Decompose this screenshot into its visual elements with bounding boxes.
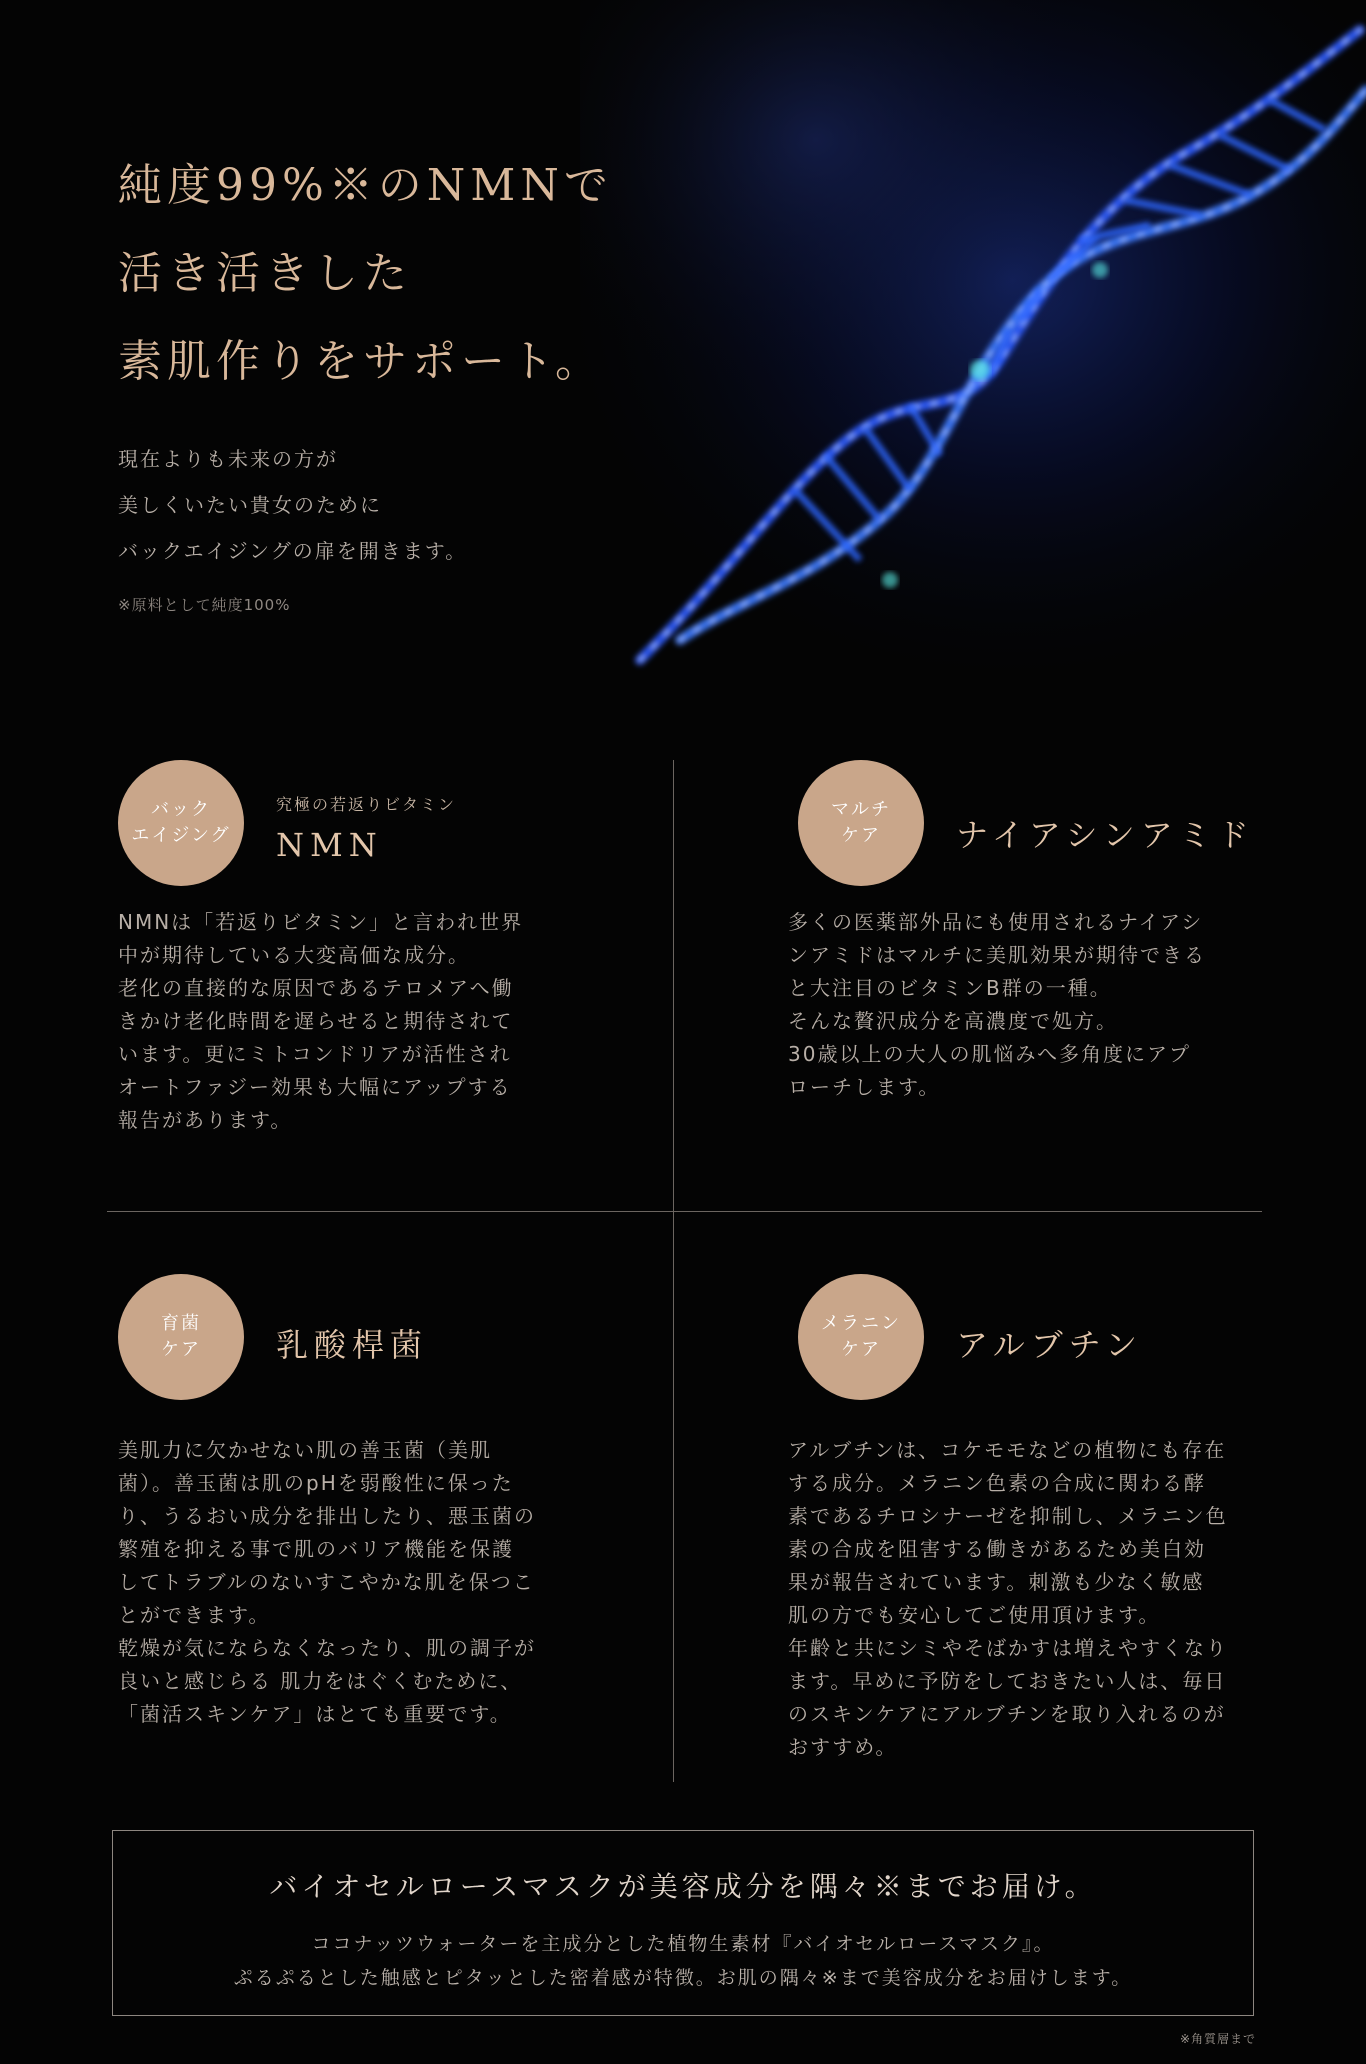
description-line: 菌）。善玉菌は肌のpHを弱酸性に保った [118,1471,514,1495]
headline-line: 純度99%※のNMNで [118,160,613,211]
hero-note: ※原料として純度100% [118,596,291,614]
badge-line: ケア [841,825,881,846]
description-line: ンアミドはマルチに美肌効果が期待できる [788,943,1206,967]
subtext-line: 現在よりも未来の方が [118,447,338,471]
feature-nmn [118,760,598,1180]
description-line: 報告があります。 [118,1108,293,1132]
badge-line: 育菌 [161,1313,201,1334]
description-line: NMNは「若返りビタミン」と言われ世界 [118,910,524,934]
description-line: 良いと感じらる 肌力をはぐくむために、 [118,1669,523,1693]
box-footnote: ※角質層まで [1179,2032,1256,2046]
description-line: 素であるチロシナーゼを抑制し、メラニン色 [788,1504,1228,1528]
description-line: 繁殖を抑える事で肌のバリア機能を保護 [118,1537,514,1561]
hero-subtext [118,436,578,574]
description-line: きかけ老化時間を遅らせると期待されて [118,1009,514,1033]
grid-divider-horizontal [107,1211,1262,1212]
feature-name: ナイアシンアミド [956,816,1255,854]
description-line: オートファジー効果も大幅にアップする [118,1075,512,1099]
description-line: り、うるおい成分を排出したり、悪玉菌の [118,1504,536,1528]
feature-description [118,1434,558,1731]
feature-lactobacillus [118,1274,598,1754]
grid-divider-vertical [673,760,674,1782]
feature-description [788,1434,1228,1764]
badge-line: エイジング [131,825,231,846]
feature-niacinamide [788,760,1268,1180]
hero-headline [118,142,678,406]
feature-name: 乳酸桿菌 [276,1326,429,1364]
box-title: バイオセルロースマスクが美容成分を隅々※までお届け。 [269,1870,1097,1903]
subtext-line: 美しくいたい貴女のために [118,493,382,517]
description-line: 30歳以上の大人の肌悩みへ多角度にアプ [788,1042,1192,1066]
feature-description [788,906,1228,1104]
feature-badge [118,1274,244,1400]
description-line: とができます。 [118,1603,271,1627]
box-text [113,1927,1253,1995]
badge-line: メラニン [821,1313,901,1334]
description-line: のスキンケアにアルブチンを取り入れるのが [788,1702,1226,1726]
description-line: ます。早めに予防をしておきたい人は、毎日 [788,1669,1227,1693]
description-line: 美肌力に欠かせない肌の善玉菌（美肌 [118,1438,492,1462]
badge-line: マルチ [831,799,891,820]
dna-helix-image [580,0,1366,700]
feature-badge [118,760,244,886]
description-line: 年齢と共にシミやそばかすは増えやすくなり [788,1636,1228,1660]
badge-line: バック [150,799,211,820]
feature-description [118,906,558,1137]
feature-badge [798,1274,924,1400]
description-line: アルブチンは、コケモモなどの植物にも存在 [788,1438,1227,1462]
headline-line: 活き活きした [118,248,412,299]
badge-line: ケア [161,1339,201,1360]
description-line: する成分。メラニン色素の合成に関わる酵 [788,1471,1206,1495]
feature-name: アルブチン [956,1326,1144,1364]
feature-arbutin [788,1274,1268,1774]
subtext-line: バックエイジングの扉を開きます。 [118,539,468,563]
description-line: してトラブルのないすこやかな肌を保つこ [118,1570,535,1594]
description-line: 肌の方でも安心してご使用頂けます。 [788,1603,1161,1627]
description-line: 老化の直接的な原因であるテロメアへ働 [118,976,514,1000]
description-line: おすすめ。 [788,1735,898,1759]
description-line: 「菌活スキンケア」はとても重要です。 [118,1702,512,1726]
description-line: と大注目のビタミンB群の一種。 [788,976,1112,1000]
description-line: そんな贅沢成分を高濃度で処方。 [788,1009,1118,1033]
description-line: ローチします。 [788,1075,941,1099]
bio-cellulose-mask-box [112,1830,1254,2016]
description-line: 中が期待している大変高価な成分。 [118,943,470,967]
description-line: 乾燥が気にならなくなったり、肌の調子が [118,1636,536,1660]
hero-section [0,0,1366,700]
description-line: います。更にミトコンドリアが活性され [118,1042,512,1066]
headline-line: 素肌作りをサポート。 [118,336,605,387]
feature-name: NMN [276,826,383,864]
box-text-line: ぷるぷるとした触感とピタッとした密着感が特徴。お肌の隅々※まで美容成分をお届けします。 [233,1967,1133,1989]
description-line: 素の合成を阻害する働きがあるため美白効 [788,1537,1206,1561]
feature-badge [798,760,924,886]
badge-line: ケア [841,1339,881,1360]
description-line: 果が報告されています。刺激も少なく敏感 [788,1570,1205,1594]
box-text-line: ココナッツウォーターを主成分とした植物生素材『バイオセルロースマスク』。 [311,1933,1055,1955]
feature-kicker: 究極の若返りビタミン [276,795,457,814]
description-line: 多くの医薬部外品にも使用されるナイアシ [788,910,1204,934]
